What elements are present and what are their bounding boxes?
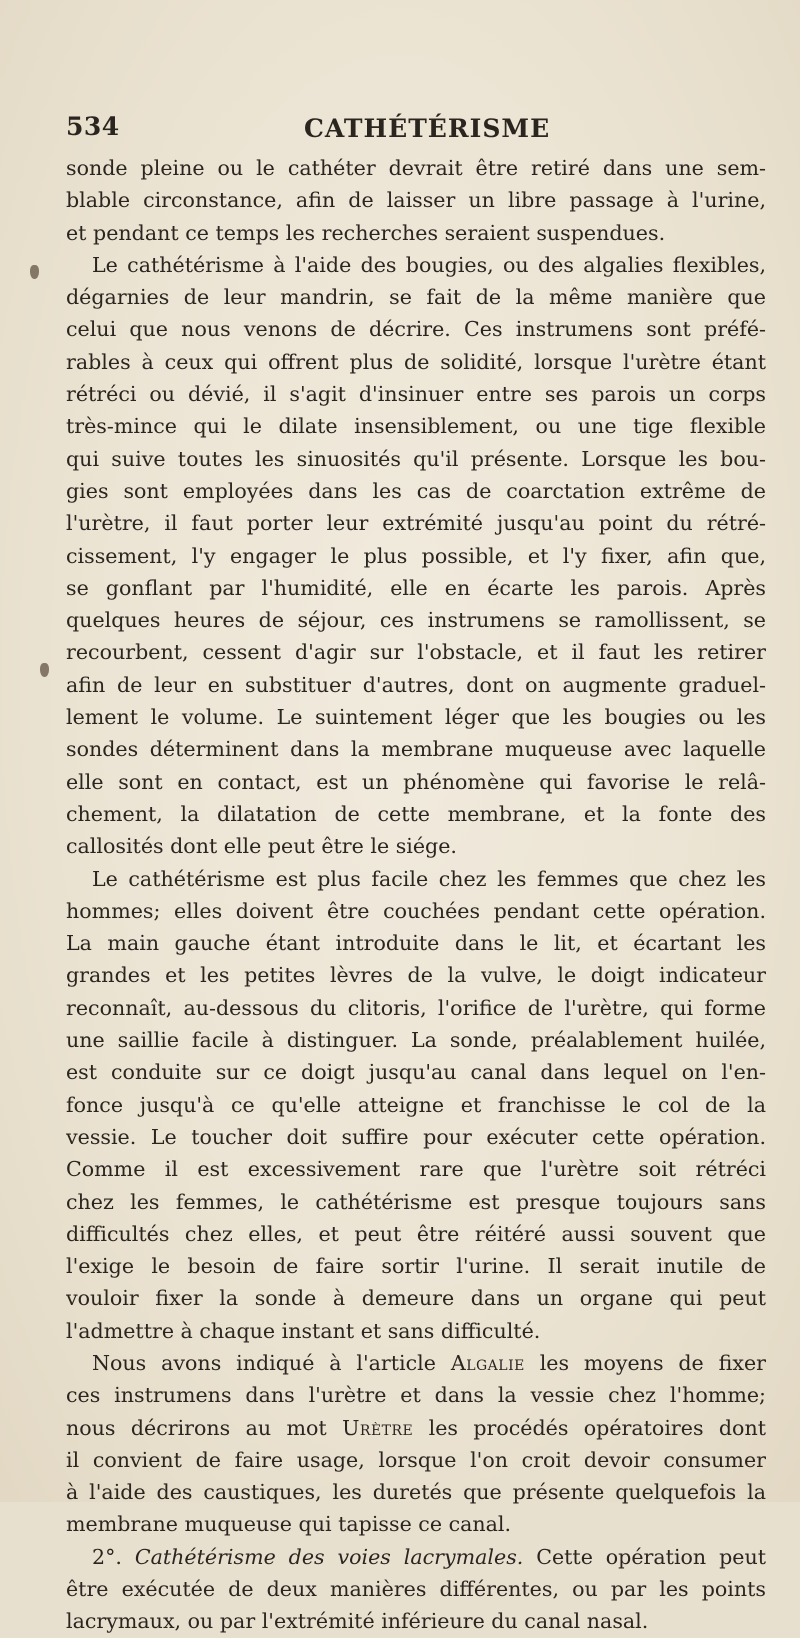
text-line: Le cathétérisme à l'aide des bougies, ou des algalies flexibles,	[92, 252, 766, 277]
text-line: chement, la dilatation de cette membrane, et la fonte des	[66, 801, 766, 826]
text-line: celui que nous venons de décrire. Ces instrumens sont préfé-	[66, 317, 766, 342]
text-line: recourbent, cessent d'agir sur l'obstacle, et il faut les retirer	[66, 640, 766, 665]
text-line: sondes déterminent dans la membrane muqueuse avec laquelle	[66, 737, 766, 762]
text-line: sonde pleine ou le cathéter devrait être retiré dans une sem-	[66, 156, 766, 180]
cross-reference-term: Urètre	[342, 1415, 414, 1440]
text-line: elle sont en contact, est un phénomène qui favorise le relâ-	[66, 769, 766, 794]
text-line: afin de leur en substituer d'autres, dont on augmente graduel-	[66, 672, 766, 697]
text-line: l'exige le besoin de faire sortir l'urine. Il serait inutile de	[66, 1254, 766, 1279]
text-line: qui suive toutes les sinuosités qu'il présente. Lorsque les bou-	[66, 446, 766, 471]
text-run: nous décrirons au mot	[66, 1415, 343, 1440]
text-line: vouloir fixer la sonde à demeure dans un organe qui peut	[66, 1286, 766, 1311]
text-line: il convient de faire usage, lorsque l'on croit devoir consumer	[66, 1447, 766, 1472]
text-run: les moyens de fixer	[524, 1350, 766, 1375]
text-line: grandes et les petites lèvres de la vulve, le doigt indicateur	[66, 963, 766, 988]
text-line: membrane muqueuse qui tapisse ce canal.	[66, 1512, 512, 1537]
margin-ink-spot	[40, 663, 49, 677]
cross-reference-term: Algalie	[450, 1350, 525, 1375]
text-run: Cette opération peut	[523, 1544, 766, 1569]
text-line: callosités dont elle peut être le siége.	[66, 834, 457, 859]
text-line: l'admettre à chaque instant et sans difficulté.	[66, 1318, 541, 1343]
text-line: une saillie facile à distinguer. La sonde, préalablement huilée,	[66, 1028, 766, 1053]
text-line: reconnaît, au-dessous du clitoris, l'orifice de l'urètre, qui forme	[66, 995, 766, 1020]
text-line: Le cathétérisme est plus facile chez les femmes que chez les	[92, 866, 766, 891]
text-line: l'urètre, il faut porter leur extrémité jusqu'au point du rétré-	[66, 511, 766, 536]
text-line: gies sont employées dans les cas de coarctation extrême de	[66, 478, 766, 503]
text-line: se gonflant par l'humidité, elle en écarte les parois. Après	[66, 575, 766, 600]
text-run: 2°.	[92, 1544, 135, 1569]
text-line: hommes; elles doivent être couchées pendant cette opération.	[66, 898, 766, 923]
text-line: rables à ceux qui offrent plus de solidité, lorsque l'urètre étant	[66, 349, 766, 374]
text-line	[66, 1412, 766, 1444]
text-line: et pendant ce temps les recherches seraient suspendues.	[66, 220, 666, 245]
text-run: Nous avons indiqué à l'article	[92, 1350, 451, 1375]
text-line: La main gauche étant introduite dans le lit, et écartant les	[66, 931, 766, 956]
text-line: très-mince qui le dilate insensiblement, ou une tige flexible	[66, 414, 766, 439]
text-line: Comme il est excessivement rare que l'urètre soit rétréci	[66, 1157, 766, 1182]
page-header	[66, 112, 766, 148]
text-line: ces instrumens dans l'urètre et dans la vessie chez l'homme;	[66, 1383, 766, 1408]
page-number: 534	[66, 112, 120, 141]
text-line: vessie. Le toucher doit suffire pour exécuter cette opération.	[66, 1124, 766, 1149]
text-line	[66, 1541, 766, 1573]
running-head: CATHÉTÉRISME	[304, 114, 551, 143]
text-line: à l'aide des caustiques, les duretés que présente quelquefois la	[66, 1480, 766, 1505]
text-line: chez les femmes, le cathétérisme est presque toujours sans	[66, 1189, 766, 1214]
text-line: lement le volume. Le suintement léger que les bougies ou les	[66, 705, 766, 730]
text-line: dégarnies de leur mandrin, se fait de la même manière que	[66, 285, 766, 310]
text-line: rétréci ou dévié, il s'agit d'insinuer entre ses parois un corps	[66, 382, 766, 407]
text-line: quelques heures de séjour, ces instrumens se ramollissent, se	[66, 608, 766, 633]
section-heading: Cathétérisme des voies lacrymales.	[134, 1544, 524, 1569]
text-line: lacrymaux, ou par l'extrémité inférieure du canal nasal.	[66, 1609, 649, 1634]
text-line: fonce jusqu'à ce qu'elle atteigne et franchisse le col de la	[66, 1092, 766, 1117]
text-run: les procédés opératoires dont	[413, 1415, 766, 1440]
text-line: blable circonstance, afin de laisser un libre passage à l'urine,	[66, 188, 766, 213]
text-line: cissement, l'y engager le plus possible, et l'y fixer, afin que,	[66, 543, 766, 568]
body-text	[66, 152, 766, 1638]
text-line: être exécutée de deux manières différentes, ou par les points	[66, 1577, 766, 1602]
text-line	[66, 1347, 766, 1379]
text-line: difficultés chez elles, et peut être réitéré aussi souvent que	[66, 1221, 766, 1246]
text-line: est conduite sur ce doigt jusqu'au canal dans lequel on l'en-	[66, 1060, 766, 1085]
margin-ink-spot	[30, 265, 39, 279]
